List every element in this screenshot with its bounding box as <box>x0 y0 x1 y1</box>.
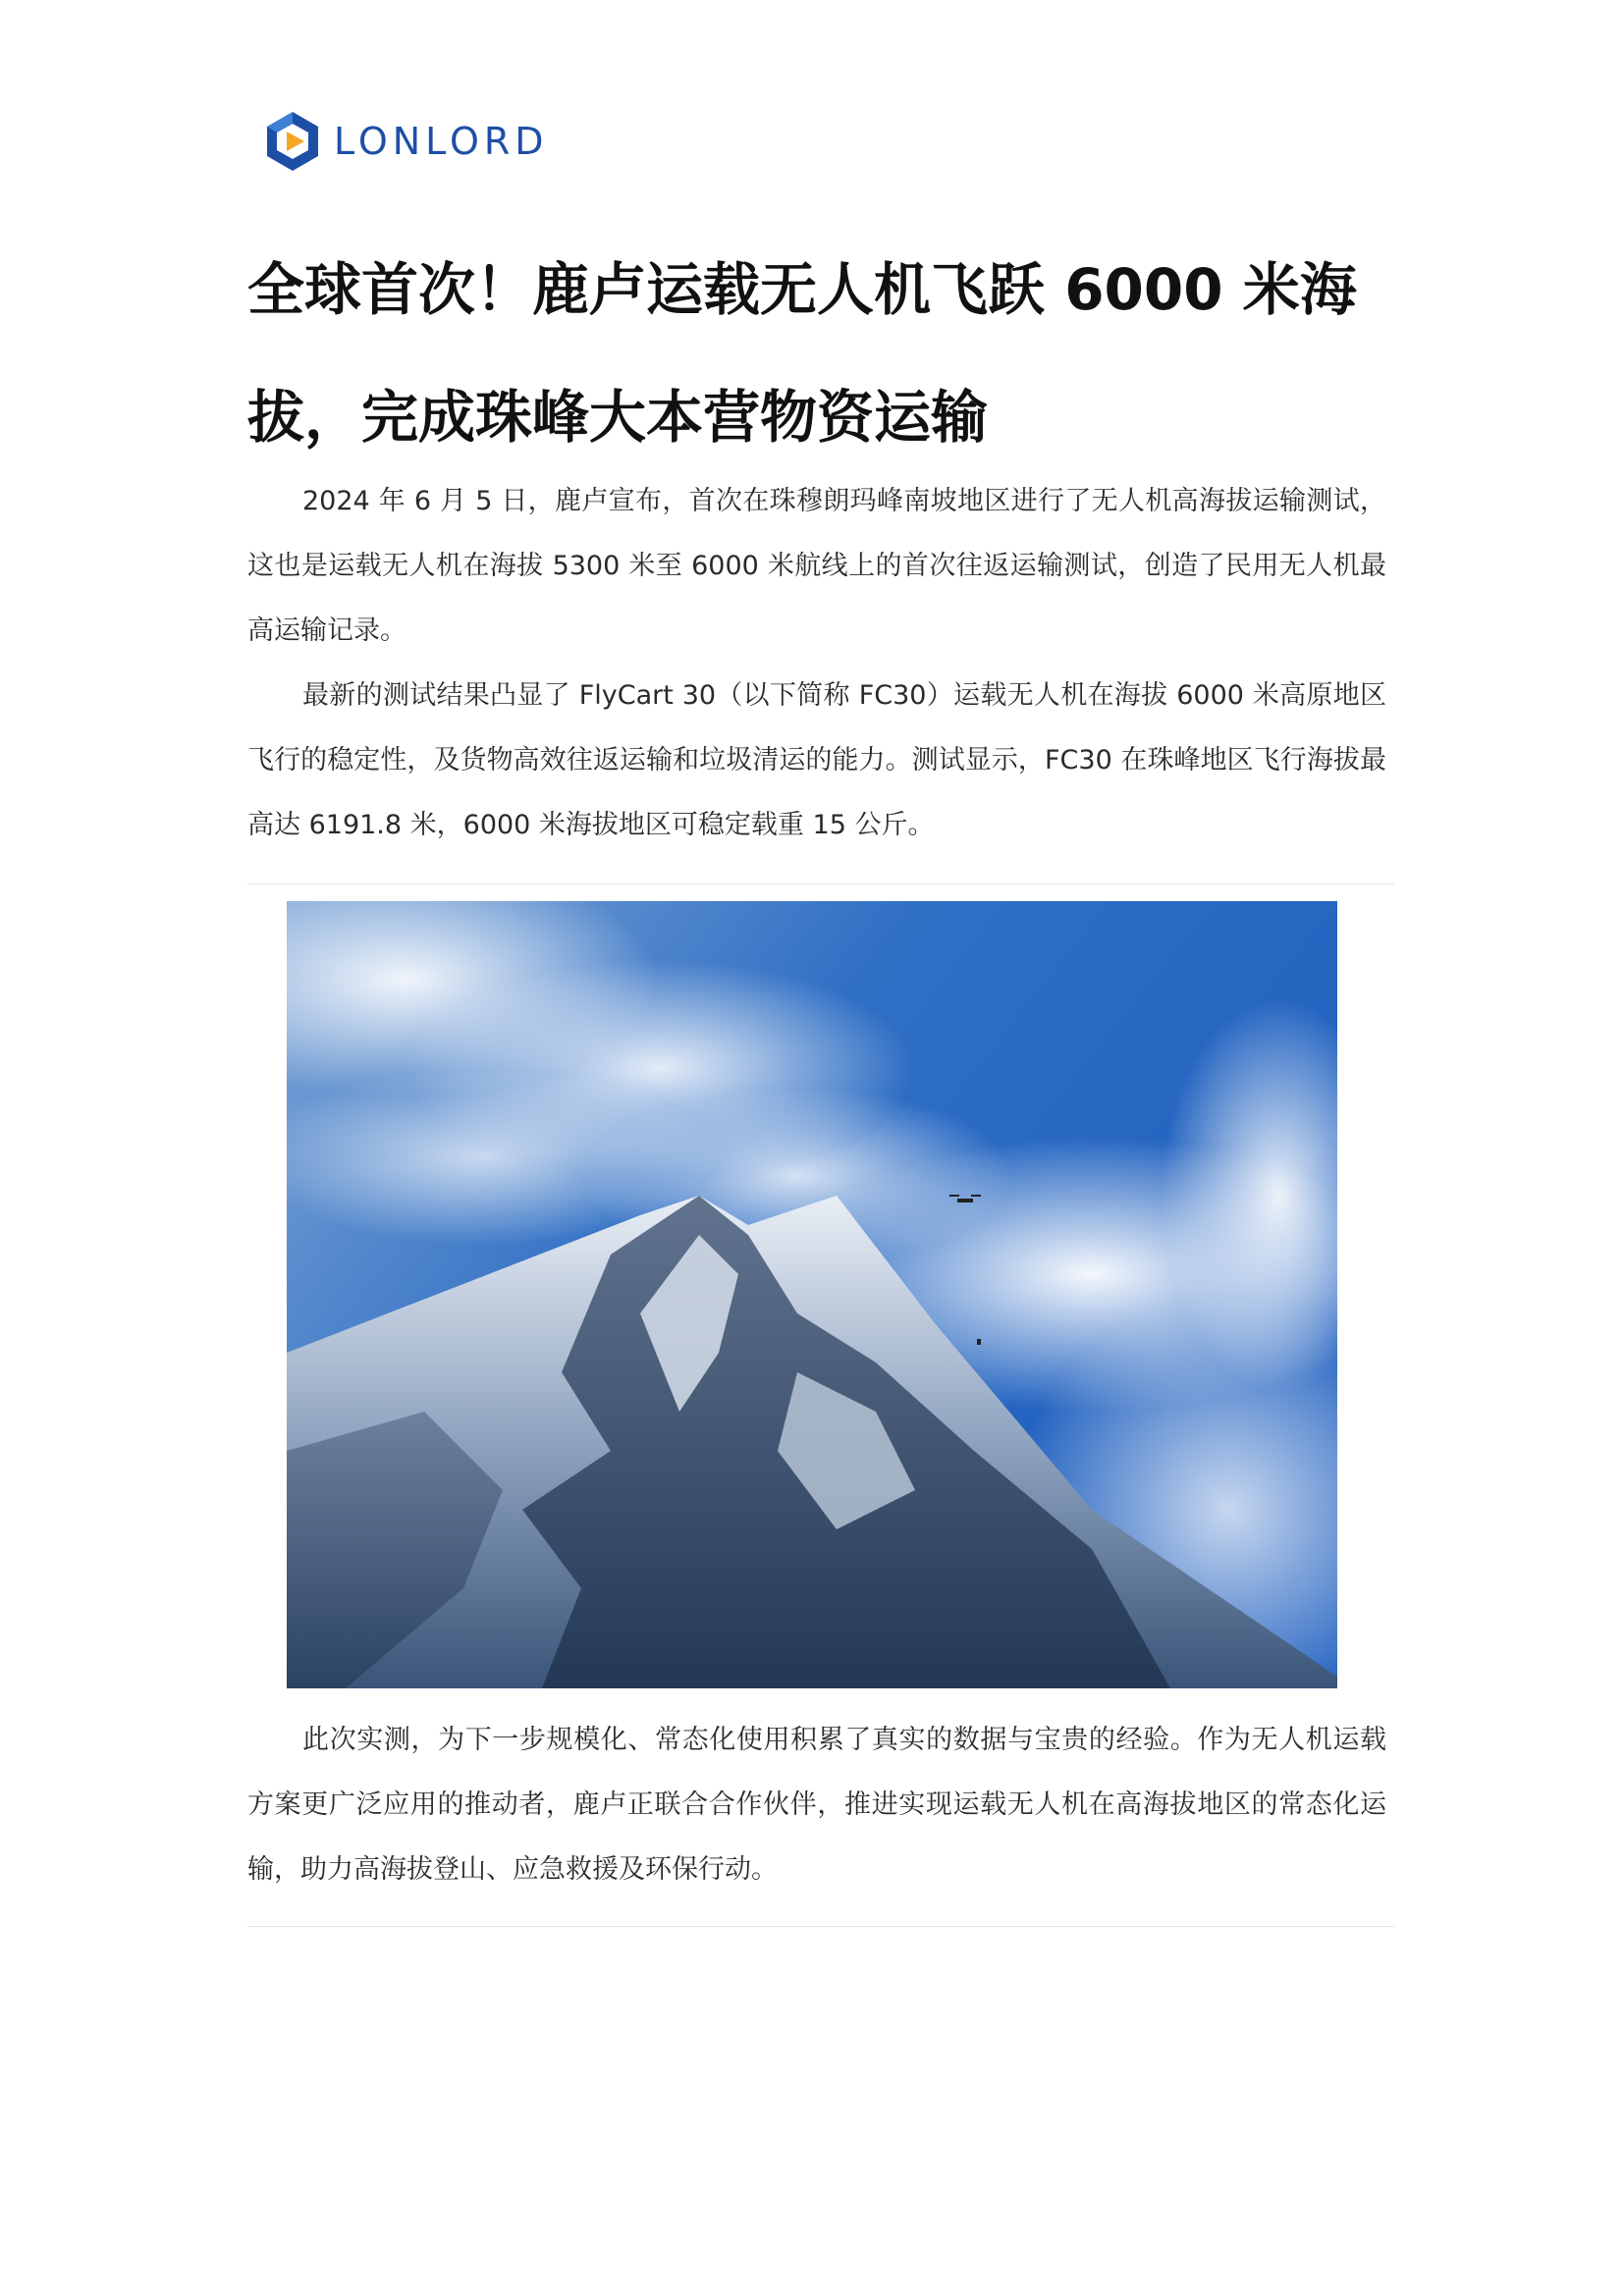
article-title: 全球首次！鹿卢运载无人机飞跃 6000 米海拔，完成珠峰大本营物资运输 <box>247 256 1357 451</box>
paragraph-3: 此次实测，为下一步规模化、常态化使用积累了真实的数据与宝贵的经验。作为无人机运载方案更广泛应用的推动者，鹿卢正联合合作伙伴，推进实现运载无人机在高海拔地区的常态化运输，助力高海拔登山、应急救援及环保行动。 <box>247 1725 1386 1885</box>
everest-drone-photo <box>287 901 1337 1688</box>
divider <box>247 1926 1394 1927</box>
logo-text: LONLORD <box>334 120 549 163</box>
paragraph-2: 最新的测试结果凸显了 FlyCart 30（以下简称 FC30）运载无人机在海拔 6000 米高原地区飞行的稳定性，及货物高效往返运输和垃圾清运的能力。测试显示，FC30 在珠峰地区飞行海拔最高达 6191.8 米，6000 米海拔地区可稳定载重 15 公斤。 <box>247 680 1386 840</box>
paragraph-1: 2024 年 6 月 5 日，鹿卢宣布，首次在珠穆朗玛峰南坡地区进行了无人机高海拔运输测试，这也是运载无人机在海拔 5300 米至 6000 米航线上的首次往返运输测试，创造了民用无人机最高运输记录。 <box>247 486 1386 646</box>
divider <box>247 883 1394 884</box>
brand-logo <box>265 110 549 173</box>
hexagon-play-logo-icon <box>265 110 320 173</box>
